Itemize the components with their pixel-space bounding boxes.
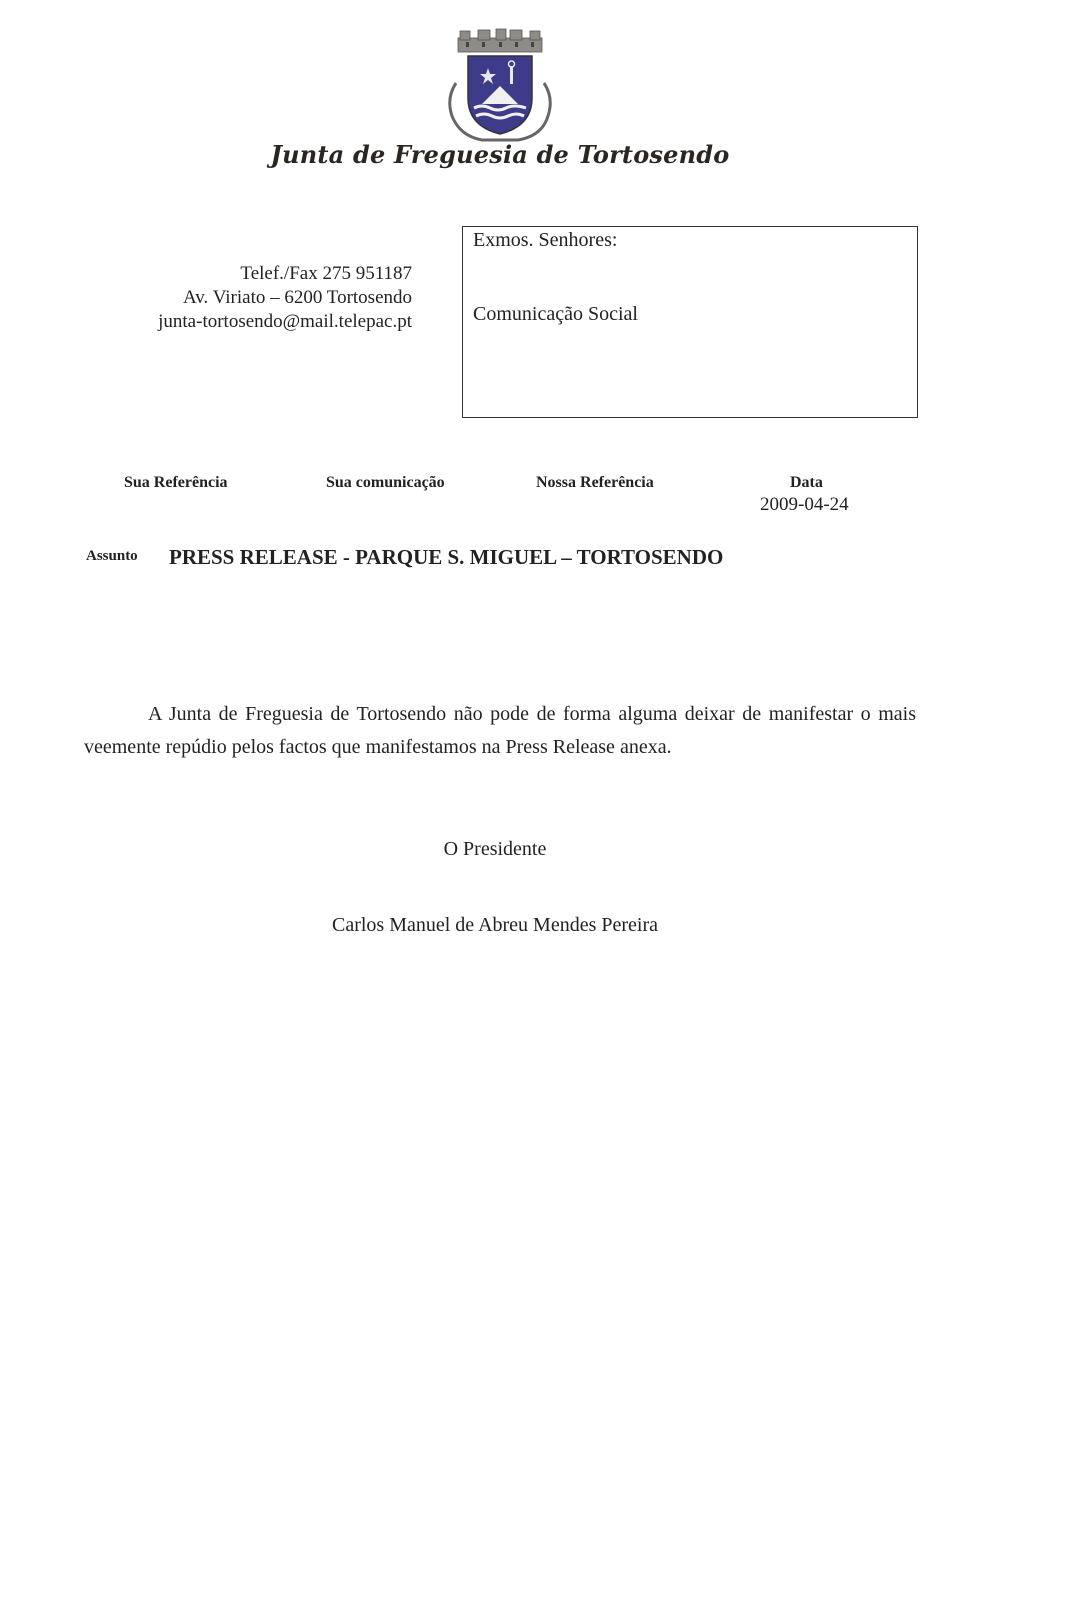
recipient-addressee: Comunicação Social (473, 303, 638, 325)
recipient-salutation: Exmos. Senhores: (473, 229, 618, 251)
subject-text: PRESS RELEASE - PARQUE S. MIGUEL – TORTOSENDO (169, 545, 724, 569)
body-paragraph: A Junta de Freguesia de Tortosendo não pode de forma alguma deixar de manifestar o mais veemente repúdio pelos factos que manifestamos na Press Release anexa. (84, 703, 916, 758)
signature-title: O Presidente (443, 838, 547, 860)
subject-label: Assunto (86, 548, 138, 564)
label-nossa-referencia: Nossa Referência (536, 474, 654, 491)
date-value: 2009-04-24 (760, 494, 849, 515)
coat-of-arms-icon (438, 28, 562, 146)
label-sua-comunicacao: Sua comunicação (326, 474, 445, 491)
signatory-name: Carlos Manuel de Abreu Mendes Pereira (331, 914, 658, 936)
recipient-box (462, 226, 918, 418)
sender-phone: Telef./Fax 275 951187 (240, 263, 412, 284)
label-data: Data (790, 474, 823, 491)
label-sua-referencia: Sua Referência (124, 474, 228, 491)
sender-email: junta-tortosendo@mail.telepac.pt (158, 311, 412, 332)
org-name: Junta de Freguesia de Tortosendo (270, 140, 730, 169)
sender-contact (120, 262, 412, 334)
sender-address: Av. Viriato – 6200 Tortosendo (182, 287, 412, 308)
